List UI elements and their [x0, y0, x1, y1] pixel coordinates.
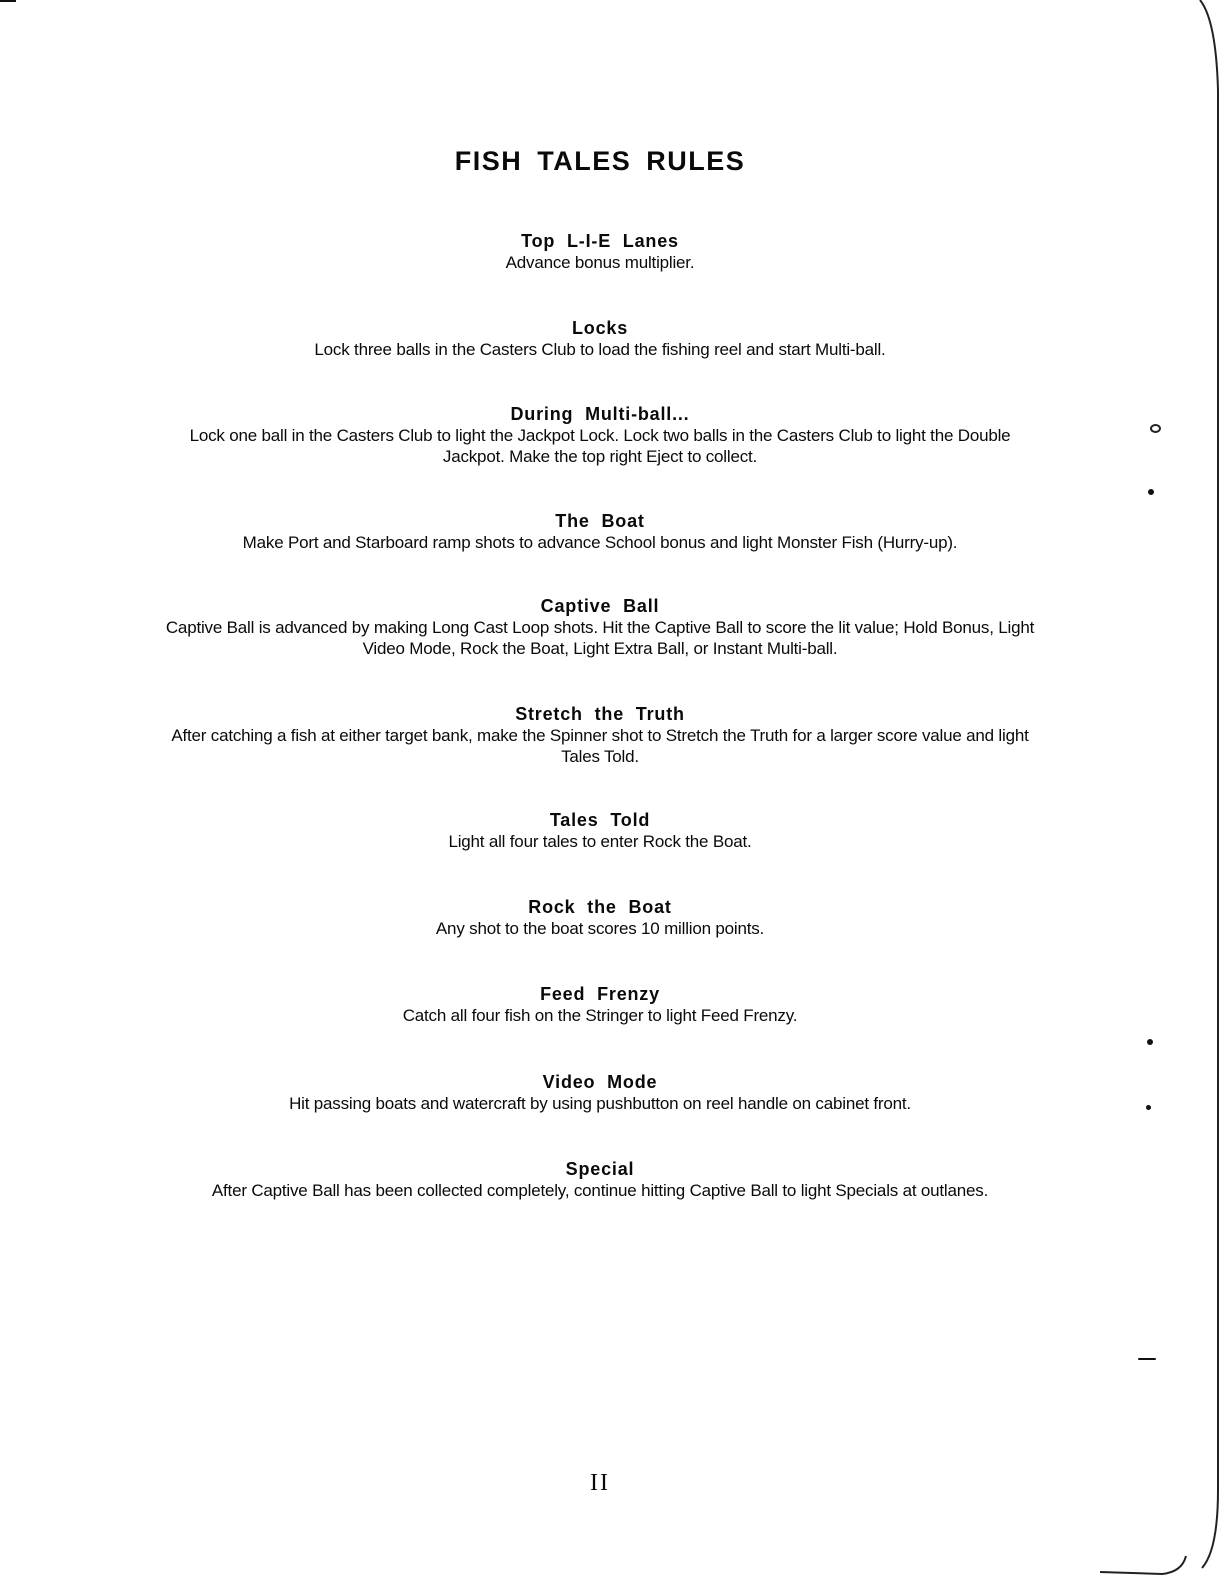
scan-speck [1146, 1105, 1151, 1110]
rule-heading: Video Mode [542, 1072, 658, 1092]
rule-text: Light all four tales to enter Rock the Boat. [448, 832, 752, 851]
page-corner-mark [1100, 1520, 1210, 1584]
scan-speck [1150, 424, 1161, 433]
rule-text: Captive Ball is advanced by making Long Cast Loop shots. Hit the Captive Ball to score the lit value; Hold Bonus, Light Video Mode, Rock the Boat, Light Extra Ball, or Instant Multi-ball. [165, 618, 1035, 658]
rule-rock-the-boat [160, 896, 1040, 939]
rule-heading: Locks [571, 318, 629, 338]
rule-heading: Special [565, 1159, 635, 1179]
rule-text: After Captive Ball has been collected completely, continue hitting Captive Ball to light Specials at outlanes. [211, 1181, 989, 1200]
rule-text: Lock one ball in the Casters Club to light the Jackpot Lock. Lock two balls in the Casters Club to light the Double Jackpot. Make the top right Eject to collect. [189, 426, 1011, 466]
rule-heading: During Multi-ball... [510, 404, 690, 424]
scan-speck [1138, 1358, 1156, 1360]
rule-heading: Tales Told [549, 810, 651, 830]
rule-during-multiball [160, 403, 1040, 467]
rule-video-mode [160, 1071, 1040, 1114]
rule-text: Advance bonus multiplier. [505, 253, 695, 272]
rule-text: After catching a fish at either target bank, make the Spinner shot to Stretch the Truth for a larger score value and light Tales Told. [171, 726, 1029, 766]
rule-text: Catch all four fish on the Stringer to light Feed Frenzy. [402, 1006, 798, 1025]
rule-text: Make Port and Starboard ramp shots to advance School bonus and light Monster Fish (Hurry-up). [242, 533, 958, 552]
rule-top-lie-lanes [160, 230, 1040, 273]
rule-special [160, 1158, 1040, 1201]
scan-speck [0, 0, 16, 2]
scan-speck [1148, 489, 1154, 495]
rule-text: Hit passing boats and watercraft by using pushbutton on reel handle on cabinet front. [289, 1094, 911, 1113]
rule-heading: The Boat [555, 511, 645, 531]
page-number: II [590, 1470, 610, 1496]
rule-the-boat [160, 510, 1040, 553]
rule-stretch-the-truth [160, 703, 1040, 767]
rule-heading: Stretch the Truth [515, 704, 685, 724]
rule-tales-told [160, 809, 1040, 852]
page-edge-curl [1194, 0, 1224, 1584]
scan-speck [1147, 1039, 1153, 1045]
rule-text: Any shot to the boat scores 10 million points. [435, 919, 765, 938]
rule-heading: Captive Ball [540, 596, 660, 616]
rule-heading: Rock the Boat [528, 897, 672, 917]
rule-text: Lock three balls in the Casters Club to load the fishing reel and start Multi-ball. [314, 340, 886, 359]
rule-feed-frenzy [160, 983, 1040, 1026]
rule-heading: Top L-I-E Lanes [521, 231, 679, 251]
rule-locks [160, 317, 1040, 360]
rule-captive-ball [160, 595, 1040, 659]
rule-heading: Feed Frenzy [540, 984, 660, 1004]
page-title: FISH TALES RULES [454, 146, 746, 176]
